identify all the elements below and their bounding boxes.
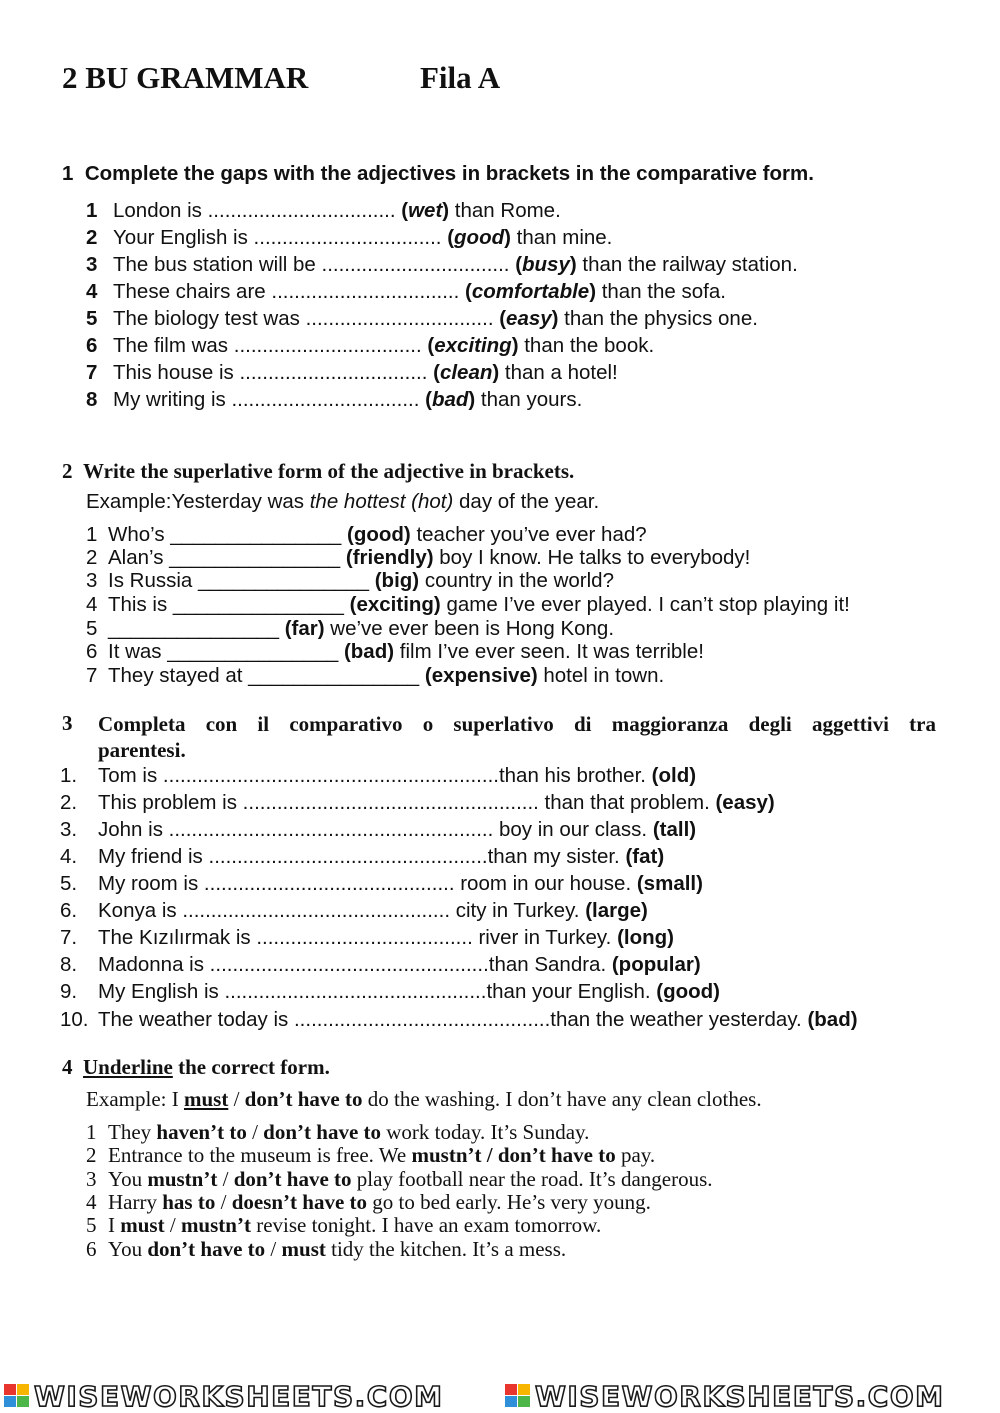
option-a[interactable]: don’t have to: [147, 1237, 266, 1261]
item-text: tidy the kitchen. It’s a mess.: [325, 1237, 567, 1261]
option-separator: /: [164, 1213, 181, 1237]
section4-instruction: [62, 1055, 330, 1080]
item-text: revise tonight. I have an exam tomorrow.: [250, 1213, 602, 1237]
item-number: 4: [86, 1190, 97, 1214]
item-number: 2: [86, 226, 98, 249]
item-number: 5: [86, 617, 98, 640]
item-text: game I’ve ever played. I can’t stop playing it!: [440, 593, 850, 616]
item-number: 3: [86, 253, 98, 276]
item-text: London is .................................: [113, 199, 402, 222]
example-label: Example:: [86, 490, 172, 513]
option-separator: /: [215, 1190, 232, 1214]
item-adjective: (tall): [652, 818, 697, 841]
section2-text: Write the superlative form of the adjective in brackets.: [83, 459, 575, 483]
item-adjective: (bad): [807, 1008, 858, 1031]
item-text: than Rome.: [449, 199, 561, 222]
item-number: 4.: [60, 845, 78, 868]
option-a[interactable]: mustn’t: [411, 1143, 482, 1167]
item-adjective: exciting: [434, 334, 512, 357]
item-number: 3.: [60, 818, 78, 841]
item-number: 1: [86, 1120, 97, 1144]
item-text: we’ve ever been is Hong Kong.: [324, 617, 615, 640]
item-text: John is ......................................................... boy in our class.: [98, 818, 653, 841]
item-adjective: good: [454, 226, 505, 249]
option-b[interactable]: mustn’t: [180, 1213, 251, 1237]
list-item: 6 The film was ................................. (exciting) than the book.: [86, 334, 655, 357]
item-adjective: (exciting): [349, 593, 441, 616]
list-item: [60, 1008, 858, 1032]
watermark-text: WISEWORKSHEETS.COM: [535, 1380, 945, 1413]
list-item: [86, 1213, 601, 1238]
watermark-text: WISEWORKSHEETS.COM: [34, 1380, 444, 1413]
section2-number: 2: [62, 459, 73, 483]
logo-icon: [505, 1384, 531, 1408]
item-text: Harry: [108, 1190, 163, 1214]
option-separator: /: [246, 1120, 264, 1144]
item-text: They stayed at _______________: [108, 664, 425, 687]
list-item: [86, 640, 704, 664]
option-separator: /: [265, 1237, 282, 1261]
list-item: 2 Your English is ................................. (good) than mine.: [86, 226, 613, 249]
item-adjective: wet: [408, 199, 443, 222]
item-adjective: (bad): [343, 640, 395, 663]
option-separator: /: [217, 1167, 234, 1191]
item-number: 2.: [60, 791, 78, 814]
item-number: 1.: [60, 764, 78, 787]
option-separator: /: [228, 1087, 245, 1111]
item-text: Who’s _______________: [108, 523, 347, 546]
item-text: teacher you’ve ever had?: [410, 523, 647, 546]
item-text: than the sofa.: [596, 280, 726, 303]
list-item: [86, 1237, 566, 1262]
item-number: 7.: [60, 926, 78, 949]
section1-text: Complete the gaps with the adjectives in brackets in the comparative form.: [84, 162, 814, 185]
list-item: 8 My writing is ................................. (bad) than yours.: [86, 388, 583, 411]
list-item: [86, 523, 647, 547]
item-number: 1: [86, 199, 98, 222]
example-option: don’t have to: [244, 1087, 363, 1111]
item-adjective: clean: [439, 361, 493, 384]
example-text: day of the year.: [453, 490, 600, 513]
item-number: 3: [86, 569, 98, 592]
option-a[interactable]: haven’t to: [156, 1120, 247, 1144]
item-text: My writing is .................................: [113, 388, 426, 411]
worksheet-title: 2 BU GRAMMAR: [62, 60, 309, 95]
item-number: 5: [86, 307, 98, 330]
item-adjective: (long): [617, 926, 674, 949]
option-a[interactable]: must: [120, 1213, 165, 1237]
list-item: 3 The bus station will be ................................. (busy) than the railway station.: [86, 253, 798, 276]
item-text: Madonna is .................................................than Sandra.: [98, 953, 612, 976]
item-number: 2: [86, 546, 98, 569]
item-number: 6: [86, 334, 98, 357]
worksheet-subtitle: Fila A: [420, 60, 501, 95]
example-text: Yesterday was: [171, 490, 310, 513]
item-adjective: (far): [284, 617, 325, 640]
list-item: [86, 1143, 655, 1168]
item-text: This problem is .................................................... than that problem.: [98, 791, 716, 814]
item-text: Your English is .................................: [113, 226, 448, 249]
section4-example: [86, 1087, 762, 1112]
item-number: 7: [86, 361, 98, 384]
item-adjective: (old): [651, 764, 697, 787]
item-adjective: (easy): [715, 791, 775, 814]
list-item: 1 London is ................................. (wet) than Rome.: [86, 199, 561, 222]
item-adjective: (fat): [625, 845, 665, 868]
section4-underlined-word: Underline: [83, 1055, 173, 1079]
item-text: They: [108, 1120, 157, 1144]
item-number: 6: [86, 1237, 97, 1261]
item-text: go to bed early. He’s very young.: [367, 1190, 651, 1214]
list-item: [86, 617, 614, 641]
list-item: 4 These chairs are ................................. (comfortable) than the sofa.: [86, 280, 726, 303]
item-text: You: [108, 1237, 148, 1261]
item-number: 10.: [60, 1008, 89, 1031]
list-item: [86, 593, 850, 617]
item-text: These chairs are .................................: [113, 280, 466, 303]
item-number: 5: [86, 1213, 97, 1237]
item-text: than yours.: [475, 388, 583, 411]
item-text: Konya is ............................................... city in Turkey.: [98, 899, 586, 922]
item-text: play football near the road. It’s dangerous.: [351, 1167, 713, 1191]
list-item: [60, 872, 703, 896]
item-text: My room is ............................................ room in our house.: [98, 872, 637, 895]
section4-number: 4: [62, 1055, 73, 1079]
item-number: 2: [86, 1143, 97, 1167]
item-number: 9.: [60, 980, 78, 1003]
item-text: pay.: [615, 1143, 656, 1167]
item-adjective: (popular): [611, 953, 701, 976]
option-b[interactable]: don’t have to: [233, 1167, 352, 1191]
item-adjective: easy: [506, 307, 552, 330]
list-item: [60, 980, 720, 1004]
list-item: [60, 764, 696, 788]
section3-instruction-cont: parentesi.: [98, 738, 186, 762]
item-adjective: (good): [347, 523, 411, 546]
list-item: [60, 926, 674, 950]
item-number: 4: [86, 280, 98, 303]
watermark-footer: [0, 1378, 1000, 1413]
item-text: Entrance to the museum is free. We: [108, 1143, 412, 1167]
list-item: [86, 569, 614, 593]
example-answer: the hottest (hot): [309, 490, 454, 513]
item-number: 7: [86, 664, 98, 687]
item-text: You: [108, 1167, 148, 1191]
item-text: _______________: [108, 617, 285, 640]
item-text: My English is ..............................................than your English.: [98, 980, 657, 1003]
item-number: 6: [86, 640, 98, 663]
item-number: 3: [86, 1167, 97, 1191]
item-text: My friend is .................................................than my sister.: [98, 845, 626, 868]
item-text: This is _______________: [108, 593, 350, 616]
list-item: [86, 1167, 713, 1192]
section1-number: 1: [62, 162, 74, 185]
list-item: [60, 899, 648, 923]
section3-instruction: Completa con il comparativo o superlativo di maggioranza degli aggettivi tra: [98, 712, 936, 736]
option-b[interactable]: don’t have to: [497, 1143, 616, 1167]
item-text: than a hotel!: [499, 361, 618, 384]
section3-number: 3: [62, 711, 73, 735]
list-item: [86, 1120, 589, 1145]
list-item: [60, 953, 701, 977]
list-item: [60, 818, 696, 842]
item-text: than mine.: [510, 226, 613, 249]
section1-instruction: [62, 162, 814, 186]
item-adjective: comfortable: [471, 280, 590, 303]
list-item: [86, 1190, 651, 1215]
item-number: 6.: [60, 899, 78, 922]
list-item: 5 The biology test was ................................. (easy) than the physics one.: [86, 307, 758, 330]
item-number: 8: [86, 388, 98, 411]
logo-icon: [4, 1384, 30, 1408]
list-item: [86, 546, 750, 570]
section4-text: the correct form.: [172, 1055, 330, 1079]
item-adjective: (good): [656, 980, 720, 1003]
list-item: [86, 664, 664, 688]
item-text: than the railway station.: [576, 253, 798, 276]
list-item: [60, 791, 775, 815]
item-adjective: (large): [585, 899, 648, 922]
list-item: 7 This house is ................................. (clean) than a hotel!: [86, 361, 618, 384]
item-number: 1: [86, 523, 98, 546]
item-text: Tom is ...........................................................than his brother.: [98, 764, 652, 787]
example-label: Example: I: [86, 1087, 184, 1111]
option-b[interactable]: must: [281, 1237, 326, 1261]
option-a[interactable]: has to: [162, 1190, 216, 1214]
section2-instruction: [62, 459, 574, 484]
option-separator: /: [481, 1143, 498, 1167]
option-b[interactable]: doesn’t have to: [231, 1190, 368, 1214]
item-text: The bus station will be .................................: [113, 253, 516, 276]
item-text: The Kızılırmak is ...................................... river in Turkey.: [98, 926, 618, 949]
item-text: than the physics one.: [558, 307, 758, 330]
example-text: do the washing. I don’t have any clean clothes.: [362, 1087, 762, 1111]
item-text: This house is .................................: [113, 361, 434, 384]
item-text: It was _______________: [108, 640, 344, 663]
item-text: I: [108, 1213, 121, 1237]
item-text: Alan’s _______________: [108, 546, 346, 569]
item-text: The film was .................................: [113, 334, 428, 357]
item-text: boy I know. He talks to everybody!: [433, 546, 751, 569]
item-text: Is Russia _______________: [108, 569, 375, 592]
item-text: country in the world?: [419, 569, 614, 592]
item-adjective: bad: [431, 388, 469, 411]
item-number: 4: [86, 593, 98, 616]
example-answer: must: [183, 1087, 229, 1111]
item-text: than the book.: [518, 334, 655, 357]
item-text: The weather today is .............................................than the weather yesterday.: [98, 1008, 808, 1031]
item-number: 5.: [60, 872, 78, 895]
item-adjective: (friendly): [345, 546, 434, 569]
option-a[interactable]: mustn’t: [147, 1167, 218, 1191]
item-text: work today. It’s Sunday.: [381, 1120, 590, 1144]
item-adjective: (small): [636, 872, 703, 895]
list-item: [60, 845, 664, 869]
section2-example: [86, 490, 599, 514]
item-adjective: (big): [374, 569, 420, 592]
item-adjective: busy: [522, 253, 570, 276]
item-number: 8.: [60, 953, 78, 976]
item-text: The biology test was .................................: [113, 307, 500, 330]
item-text: hotel in town.: [537, 664, 665, 687]
item-text: film I’ve ever seen. It was terrible!: [394, 640, 704, 663]
item-adjective: (expensive): [424, 664, 538, 687]
option-b[interactable]: don’t have to: [263, 1120, 382, 1144]
